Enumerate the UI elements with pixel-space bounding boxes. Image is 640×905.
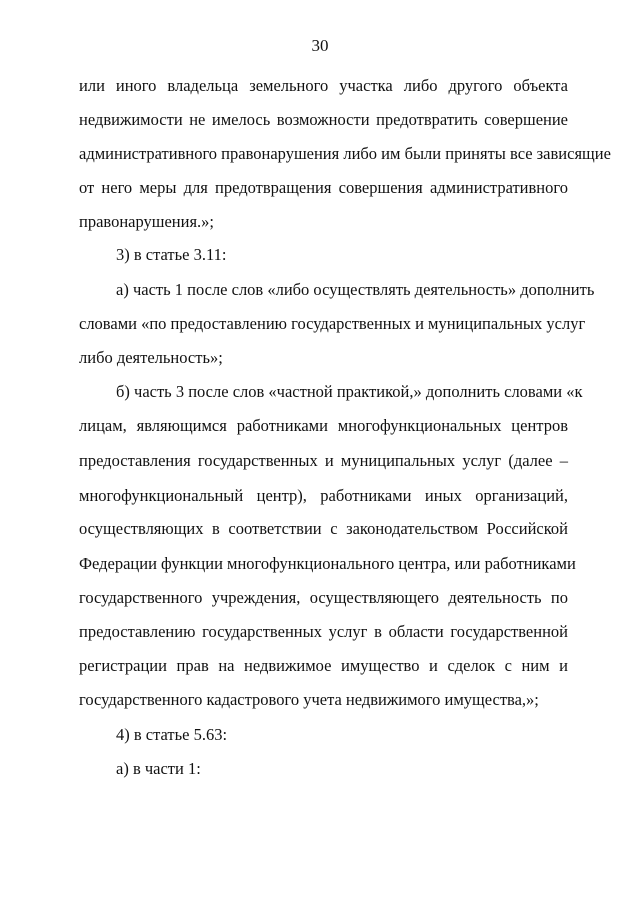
text-line: от него меры для предотвращения совершения административного [79, 178, 568, 197]
text-line: правонарушения.»; [79, 212, 215, 231]
text-line: государственного кадастрового учета недвижимого имущества,»; [79, 690, 539, 709]
text-line: предоставления государственных и муниципальных услуг (далее – [79, 451, 568, 470]
text-line: 3) в статье 3.11: [116, 245, 227, 264]
text-line: словами «по предоставлению государственных и муниципальных услуг [79, 314, 586, 333]
text-line: 4) в статье 5.63: [116, 725, 228, 744]
text-line: осуществляющих в соответствии с законодательством Российской [79, 519, 568, 538]
text-line: либо деятельность»; [79, 348, 223, 367]
text-line: недвижимости не имелось возможности предотвратить совершение [79, 110, 568, 129]
text-line: регистрации прав на недвижимое имущество и сделок с ним и [79, 656, 568, 675]
text-line: или иного владельца земельного участка либо другого объекта [79, 76, 568, 95]
text-line: Федерации функции многофункционального центра, или работниками [79, 554, 576, 573]
text-line: административного правонарушения либо им были приняты все зависящие [79, 144, 611, 163]
text-line: предоставлению государственных услуг в области государственной [79, 622, 568, 641]
text-line: а) часть 1 после слов «либо осуществлять деятельность» дополнить [116, 280, 595, 299]
page-number: 30 [311, 36, 329, 55]
text-line: лицам, являющимся работниками многофункциональных центров [79, 416, 568, 435]
text-line: государственного учреждения, осуществляющего деятельность по [79, 588, 568, 607]
text-line: многофункциональный центр), работниками иных организаций, [79, 486, 568, 505]
text-line: б) часть 3 после слов «частной практикой,» дополнить словами «к [116, 382, 583, 401]
text-line: а) в части 1: [116, 759, 201, 778]
